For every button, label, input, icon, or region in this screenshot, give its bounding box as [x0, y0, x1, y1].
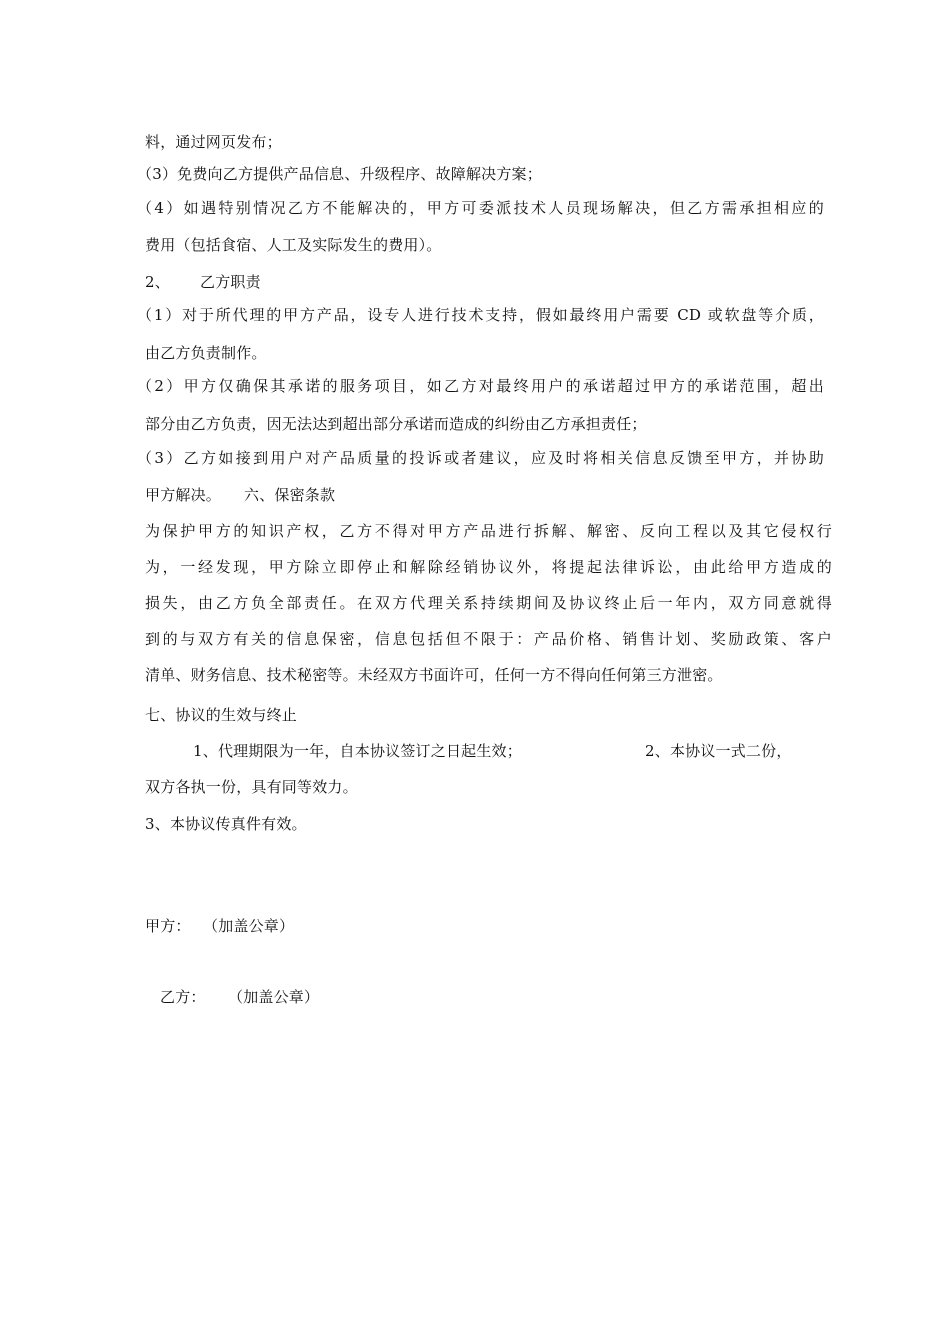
paragraph-line: 为保护甲方的知识产权，乙方不得对甲方产品进行拆解、解密、反向工程以及其它侵权行: [145, 522, 832, 540]
paragraph-line: （4）如遇特别情况乙方不能解决的，甲方可委派技术人员现场解决，但乙方需承担相应的: [137, 199, 824, 217]
section-number: 2、: [145, 273, 170, 291]
party-b-seal: （加盖公章）: [228, 988, 320, 1006]
paragraph-line: （2）甲方仅确保其承诺的服务项目，如乙方对最终用户的承诺超过甲方的承诺范围，超出: [137, 377, 824, 395]
section-heading: 七、协议的生效与终止: [145, 706, 298, 724]
paragraph-line: 由乙方负责制作。: [145, 344, 267, 362]
paragraph-line: 损失，由乙方负全部责任。在双方代理关系持续期间及协议终止后一年内，双方同意就得: [145, 594, 832, 612]
party-a-seal: （加盖公章）: [203, 917, 295, 935]
paragraph-line: 到的与双方有关的信息保密，信息包括但不限于：产品价格、销售计划、奖励政策、客户: [145, 630, 832, 648]
paragraph-line: 费用（包括食宿、人工及实际发生的费用）。: [145, 236, 442, 254]
paragraph-line: （3）乙方如接到用户对产品质量的投诉或者建议，应及时将相关信息反馈至甲方，并协助: [137, 449, 824, 467]
paragraph-line: 清单、财务信息、技术秘密等。未经双方书面许可，任何一方不得向任何第三方泄密。: [145, 666, 723, 684]
paragraph-line: 3、本协议传真件有效。: [145, 815, 307, 833]
paragraph-line: （1）对于所代理的甲方产品，设专人进行技术支持，假如最终用户需要 CD 或软盘等介质，: [137, 306, 824, 324]
paragraph-line: 部分由乙方负责，因无法达到超出部分承诺而造成的纠纷由乙方承担责任；: [145, 415, 647, 433]
paragraph-line: （3）免费向乙方提供产品信息、升级程序、故障解决方案；: [137, 165, 542, 183]
paragraph-line: 甲方解决。: [145, 486, 222, 504]
paragraph-line: 1、代理期限为一年，自本协议签订之日起生效；: [193, 742, 522, 760]
section-heading: 乙方职责: [200, 273, 261, 291]
paragraph-line: 料，通过网页发布；: [145, 133, 282, 151]
party-a-label: 甲方：: [145, 917, 191, 935]
paragraph-line: 双方各执一份，具有同等效力。: [145, 778, 358, 796]
paragraph-line: 为，一经发现，甲方除立即停止和解除经销协议外，将提起法律诉讼，由此给甲方造成的: [145, 558, 832, 576]
section-heading: 六、保密条款: [244, 486, 336, 504]
party-b-label: 乙方：: [160, 988, 206, 1006]
paragraph-line: 2、本协议一式二份，: [645, 742, 792, 760]
